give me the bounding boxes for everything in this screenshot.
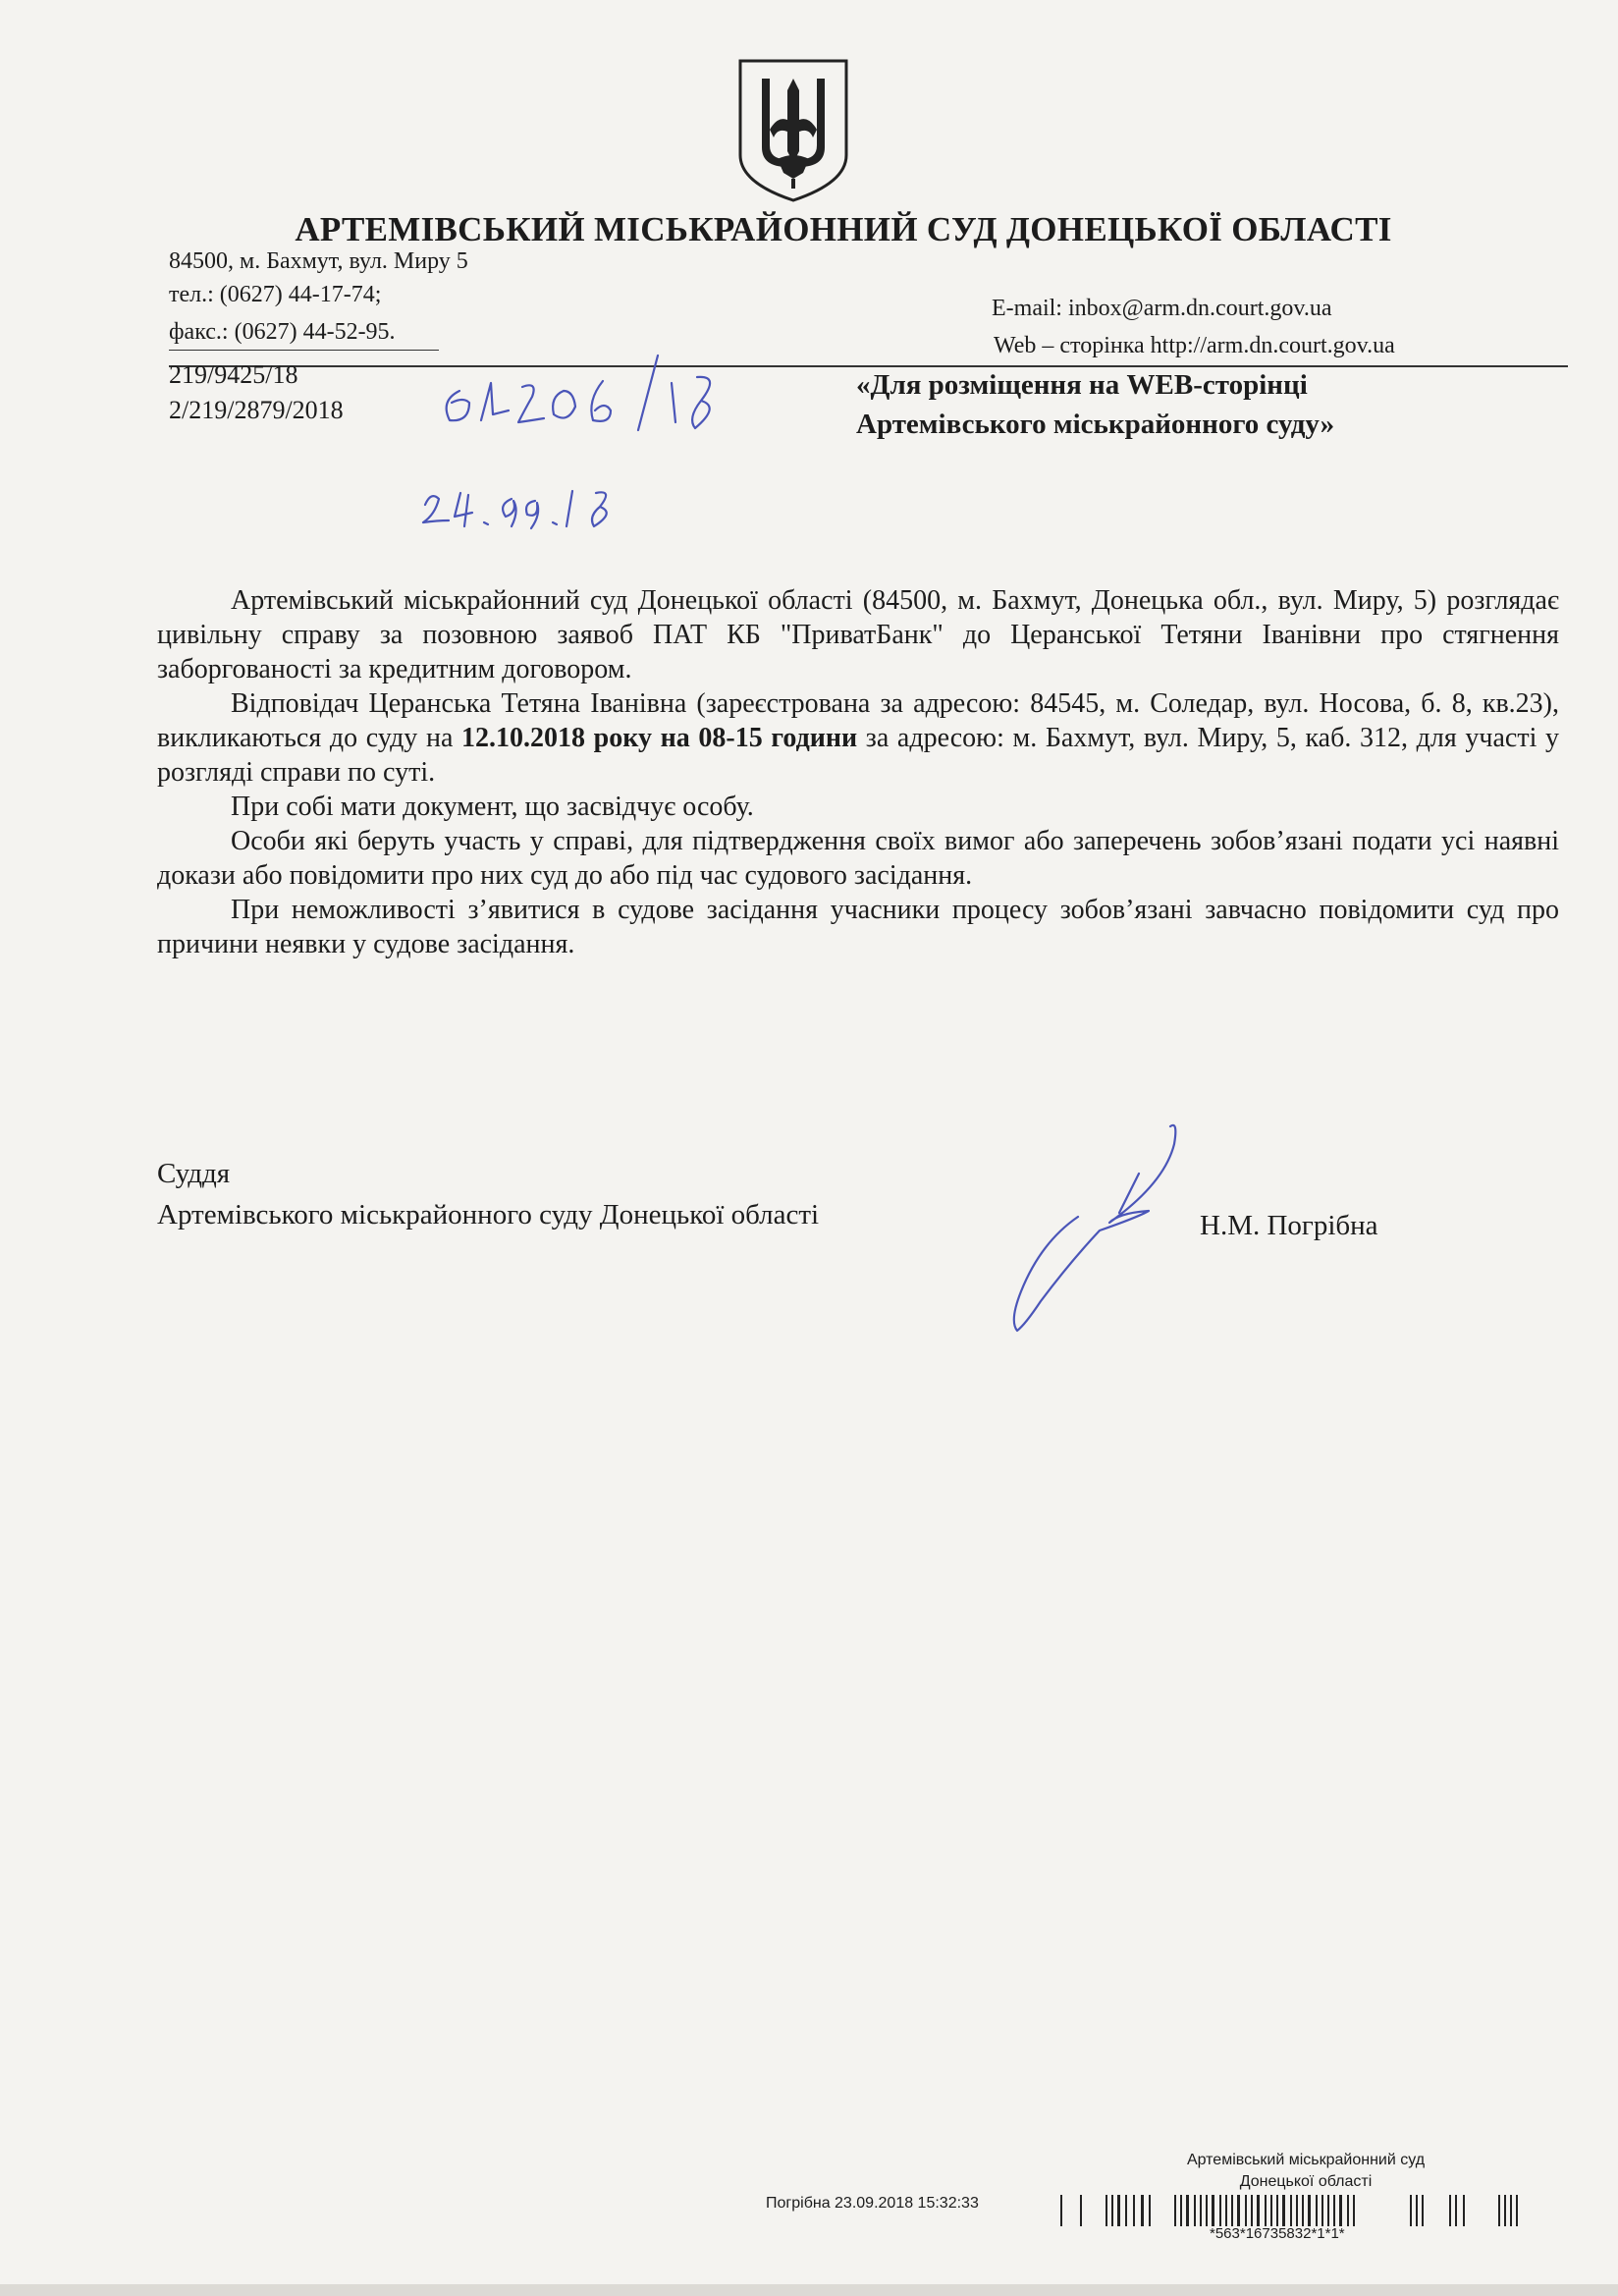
fax-underline <box>169 350 439 351</box>
judge-title: Суддя <box>157 1158 231 1189</box>
judge-court: Артемівського міськрайонного суду Донецької області <box>157 1199 820 1230</box>
document-number: 2/219/2879/2018 <box>169 396 344 424</box>
summons-text-end: за адресою: м. Бахмут, вул. Миру, 5, каб. 312, для участі у розгляді справи по суті. <box>157 723 1559 788</box>
case-number: 219/9425/18 <box>169 360 298 389</box>
court-phone: тел.: (0627) 44-17-74; <box>169 282 382 307</box>
e-stamp-court-line-1: Артемівський міськрайонний суд <box>1186 2152 1426 2168</box>
e-stamp-code: *563*16735832*1*1* <box>1210 2225 1345 2242</box>
notice-line-2: Артемівського міськрайонного суду» <box>856 409 1335 440</box>
summons-text-start: Відповідач Церанська Тетяна Іванівна (зареєстрована за адресою: 84545, м. Соледар, вул. Носова, б. 8, кв.23), викликаються до суду на <box>157 688 1559 753</box>
handwritten-registration-number <box>430 332 744 440</box>
coat-of-arms-icon <box>734 57 852 204</box>
court-fax: факс.: (0627) 44-52-95. <box>169 319 396 345</box>
signature-block <box>157 1153 819 1235</box>
paragraph-absence: При неможливості з’явитися в судове засідання учасники процесу зобов’язані завчасно повідомити суд про причини неявки у судове засідання. <box>157 895 1559 959</box>
handwritten-signature <box>992 1115 1208 1340</box>
paragraph-case: Артемівський міськрайонний суд Донецької області (84500, м. Бахмут, Донецька обл., вул. Миру, 5) розглядає цивільну справу за позовною заявоб ПАТ КБ "ПриватБанк" до Церанської Тетяни Іванівни про стягнення заборгованості за кредитним договором. <box>157 585 1559 684</box>
hearing-datetime: 12.10.2018 року на 08-15 години <box>461 723 858 753</box>
court-name-heading: АРТЕМІВСЬКИЙ МІСЬКРАЙОННИЙ СУД ДОНЕЦЬКОЇ ОБЛАСТІ <box>295 210 1392 248</box>
e-stamp-court <box>1139 2150 1473 2193</box>
paragraph-evidence: Особи які беруть участь у справі, для підтвердження своїх вимог або заперечень зобов’язані подати усі наявні докази або повідомити про них суд до або під час судового засідання. <box>157 826 1559 891</box>
e-stamp-signer-time: Погрібна 23.09.2018 15:32:33 <box>766 2195 979 2212</box>
notice-line-1: «Для розміщення на WEB-сторінці <box>856 369 1308 401</box>
court-web: Web – сторінка http://arm.dn.court.gov.ua <box>994 333 1395 358</box>
document-body <box>157 583 1559 961</box>
scan-edge <box>0 2284 1618 2296</box>
barcode <box>1058 2193 1549 2228</box>
paragraph-summons <box>157 686 1559 790</box>
court-email: E-mail: inbox@arm.dn.court.gov.ua <box>992 296 1332 321</box>
paragraph-id-document: При собі мати документ, що засвідчує особу. <box>231 792 754 822</box>
handwritten-date <box>417 465 633 534</box>
court-address: 84500, м. Бахмут, вул. Миру 5 <box>169 248 468 274</box>
e-stamp-court-line-2: Донецької області <box>1239 2173 1373 2190</box>
judge-name: Н.М. Погрібна <box>1200 1210 1378 1241</box>
